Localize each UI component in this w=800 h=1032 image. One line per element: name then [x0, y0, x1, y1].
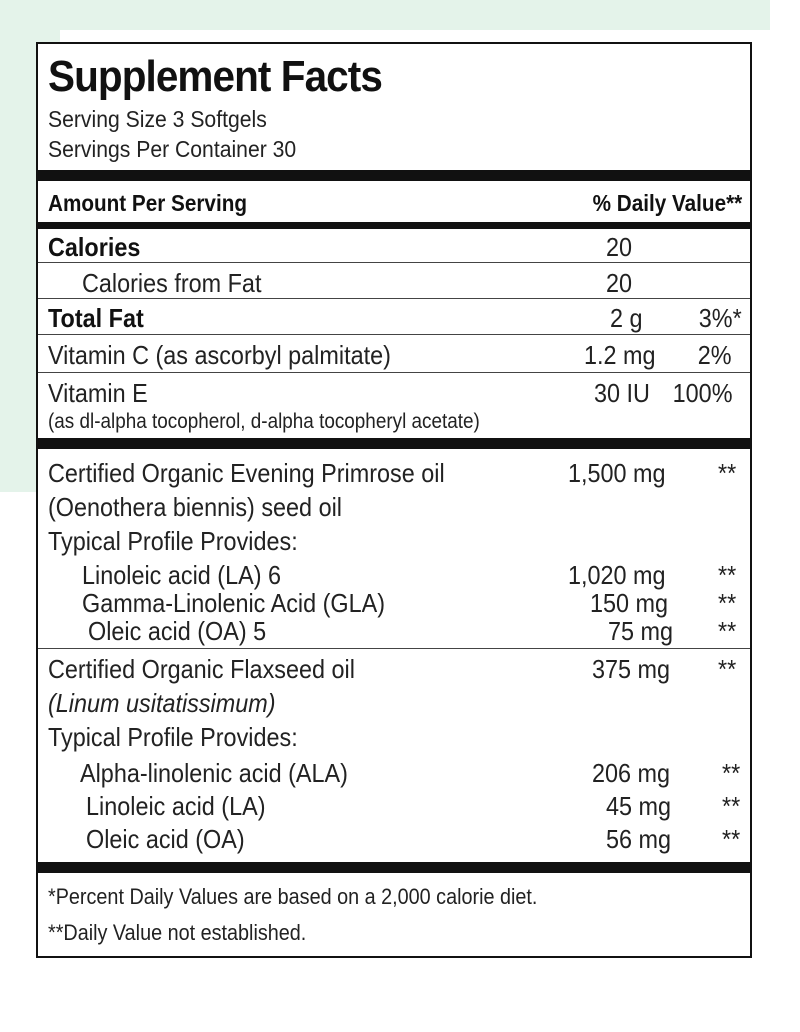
- primrose-item-gla-amount: 150 mg: [590, 588, 669, 618]
- flax-label: Certified Organic Flaxseed oil: [48, 654, 355, 684]
- total-fat-amount: 2 g: [610, 303, 643, 333]
- total-fat-label: Total Fat: [48, 303, 144, 333]
- row-divider: [38, 334, 750, 335]
- flax-dv: **: [718, 654, 737, 684]
- primrose-item-oa-amount: 75 mg: [608, 616, 674, 646]
- vitamin-e-amount: 30 IU: [594, 378, 650, 408]
- row-divider: [38, 298, 750, 299]
- serving-size: Serving Size 3 Softgels: [48, 106, 267, 132]
- flax-item-la-amount: 45 mg: [606, 791, 672, 821]
- row-divider: [38, 372, 750, 373]
- amount-per-serving-header: Amount Per Serving: [48, 190, 247, 216]
- flax-item-oa-amount: 56 mg: [606, 824, 672, 854]
- thick-rule: [38, 170, 750, 181]
- flax-item-la-dv: **: [722, 791, 741, 821]
- vitamin-e-note: (as dl-alpha tocopherol, d-alpha tocopheryl acetate): [48, 410, 480, 433]
- primrose-label: Certified Organic Evening Primrose oil: [48, 458, 445, 488]
- flax-item-oa-dv: **: [722, 824, 741, 854]
- supplement-facts-panel: [36, 42, 752, 958]
- row-divider: [38, 648, 750, 649]
- vitamin-c-amount: 1.2 mg: [584, 340, 656, 370]
- primrose-item-la-amount: 1,020 mg: [568, 560, 666, 590]
- primrose-item-gla-dv: **: [718, 588, 737, 618]
- vitamin-c-label: Vitamin C (as ascorbyl palmitate): [48, 340, 391, 370]
- calories-from-fat-amount: 20: [606, 268, 633, 298]
- flax-item-ala-amount: 206 mg: [592, 758, 671, 788]
- footnote-daily-value-not-established: **Daily Value not established.: [48, 920, 307, 945]
- thick-rule: [38, 438, 750, 449]
- primrose-item-gla: Gamma-Linolenic Acid (GLA): [82, 588, 386, 618]
- thick-rule: [38, 862, 750, 873]
- primrose-profile: Typical Profile Provides:: [48, 526, 298, 556]
- primrose-item-la: Linoleic acid (LA) 6: [82, 560, 282, 590]
- servings-per-container: Servings Per Container 30: [48, 136, 297, 162]
- flax-profile: Typical Profile Provides:: [48, 722, 298, 752]
- background-tint-left: [0, 0, 36, 492]
- primrose-item-oa-dv: **: [718, 616, 737, 646]
- flax-item-la: Linoleic acid (LA): [86, 791, 266, 821]
- panel-title: Supplement Facts: [48, 52, 382, 101]
- primrose-item-la-dv: **: [718, 560, 737, 590]
- total-fat-dv: 3%*: [699, 303, 742, 333]
- row-divider: [38, 262, 750, 263]
- background-tint-top: [0, 0, 770, 30]
- primrose-latin: (Oenothera biennis) seed oil: [48, 492, 342, 522]
- medium-rule: [38, 222, 750, 229]
- primrose-item-oa: Oleic acid (OA) 5: [88, 616, 267, 646]
- flax-item-oa: Oleic acid (OA): [86, 824, 245, 854]
- daily-value-header: % Daily Value**: [592, 190, 742, 216]
- flax-item-ala-dv: **: [722, 758, 741, 788]
- vitamin-e-dv: 100%: [672, 378, 732, 408]
- flax-amount: 375 mg: [592, 654, 671, 684]
- flax-item-ala: Alpha-linolenic acid (ALA): [80, 758, 348, 788]
- footnote-percent-daily-values: *Percent Daily Values are based on a 2,000 calorie diet.: [48, 884, 538, 909]
- calories-amount: 20: [606, 232, 633, 262]
- calories-from-fat-label: Calories from Fat: [82, 268, 262, 298]
- primrose-dv: **: [718, 458, 737, 488]
- vitamin-c-dv: 2%: [698, 340, 732, 370]
- calories-label: Calories: [48, 232, 141, 262]
- flax-latin: (Linum usitatissimum): [48, 688, 276, 718]
- primrose-amount: 1,500 mg: [568, 458, 666, 488]
- vitamin-e-label: Vitamin E: [48, 378, 148, 408]
